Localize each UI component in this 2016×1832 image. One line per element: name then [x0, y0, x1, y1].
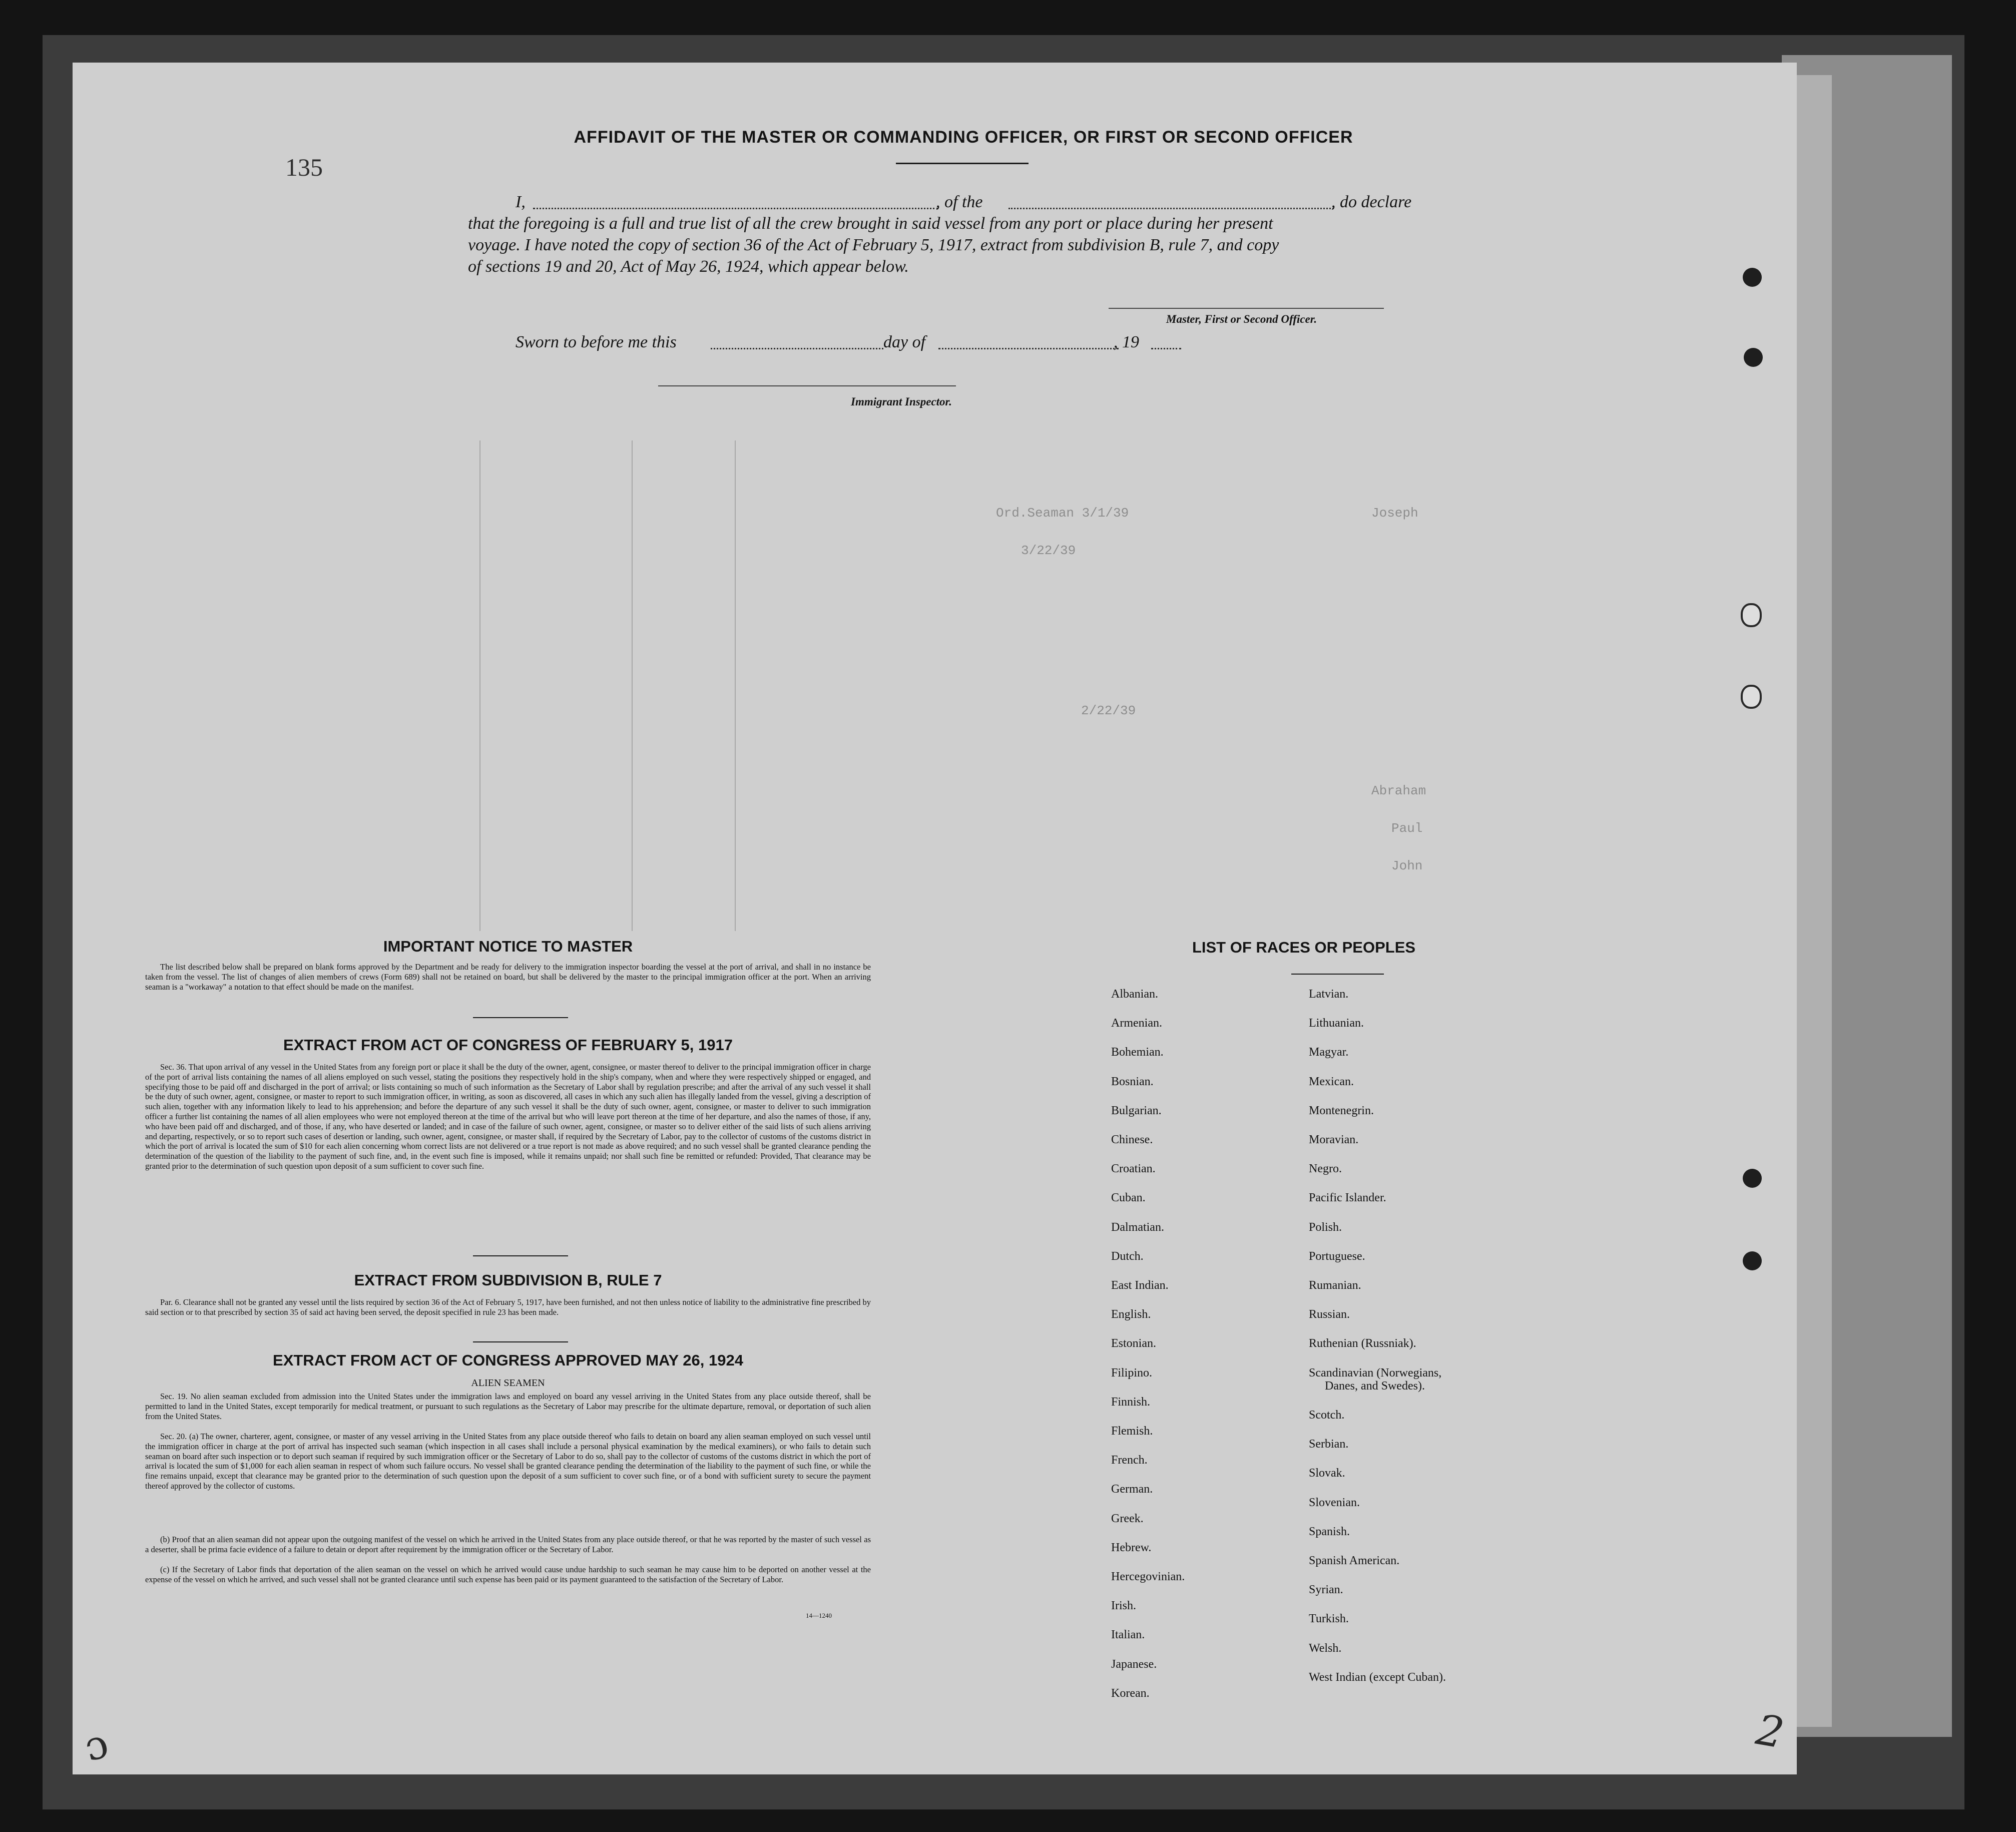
punch-hole — [1741, 685, 1762, 709]
race-item: Cuban. — [1111, 1191, 1146, 1205]
month-blank — [938, 348, 1119, 349]
race-item: West Indian (except Cuban). — [1309, 1670, 1446, 1684]
sworn-day-of: day of — [883, 333, 926, 351]
race-item: Slovak. — [1309, 1467, 1345, 1480]
form-number: 14—1240 — [806, 1612, 832, 1619]
ghost-text: Paul — [1391, 821, 1423, 836]
race-item: Pacific Islander. — [1309, 1191, 1386, 1205]
affidavit-title: AFFIDAVIT OF THE MASTER OR COMMANDING OFFICER, OR FIRST OR SECOND OFFICER — [574, 128, 1353, 147]
ghost-text: 3/22/39 — [1021, 543, 1076, 558]
race-item: Montenegrin. — [1309, 1104, 1374, 1117]
race-item: Flemish. — [1111, 1425, 1153, 1438]
title-underline — [896, 163, 1029, 164]
extract-1924-title: EXTRACT FROM ACT OF CONGRESS APPROVED MAY 26, 1924 — [273, 1351, 743, 1369]
race-item: English. — [1111, 1308, 1151, 1321]
section-divider — [473, 1017, 568, 1018]
affidavit-line4: of sections 19 and 20, Act of May 26, 1924, which appear below. — [468, 257, 909, 276]
extract-1917-title: EXTRACT FROM ACT OF CONGRESS OF FEBRUARY 5, 1917 — [283, 1036, 733, 1054]
document-page — [73, 63, 1797, 1774]
race-item: Magyar. — [1309, 1046, 1349, 1059]
extract-rule7-text: Par. 6. Clearance shall not be granted any vessel until the lists required by section 36 of the Act of February 5, 1917, have been furnished, and not then unless notice of liability to the administrative fine prescribed by said section or to that prescribed by section 35 of said act having been served, the deposit specified in rule 23 has been made. — [145, 1297, 871, 1317]
affidavit-line3: voyage. I have noted the copy of section 36 of the Act of February 5, 1917, extract from subdivision B, rule 7, and copy — [468, 236, 1279, 254]
race-item: Polish. — [1309, 1220, 1342, 1234]
extract-rule7-title: EXTRACT FROM SUBDIVISION B, RULE 7 — [354, 1271, 662, 1289]
race-item: East Indian. — [1111, 1279, 1169, 1292]
race-item: Bohemian. — [1111, 1046, 1164, 1059]
punch-hole — [1743, 1169, 1762, 1188]
ghost-rule — [632, 440, 633, 931]
notice-title: IMPORTANT NOTICE TO MASTER — [383, 938, 633, 955]
race-item: Slovenian. — [1309, 1496, 1360, 1509]
affidavit-line2: that the foregoing is a full and true list of all the crew brought in said vessel from any port or place during her present — [468, 214, 1273, 233]
signature-line — [1109, 308, 1384, 309]
vessel-blank — [1009, 208, 1334, 209]
race-item: Ruthenian (Russniak). — [1309, 1337, 1416, 1350]
year-blank — [1151, 348, 1181, 349]
ghost-text: Abraham — [1371, 783, 1426, 798]
day-blank — [711, 348, 883, 349]
ghost-rule — [735, 440, 736, 931]
punch-hole — [1743, 268, 1762, 287]
punch-hole — [1743, 1251, 1762, 1270]
notice-text: The list described below shall be prepared on blank forms approved by the Department and be ready for delivery to the immigration inspector boarding the vessel at the port of arrival, and shall in no instance be taken from the vessel. The list of changes of alien members of crews (Form 689) shall not be retained on board, but shall be delivered by the master to the principal immigration officer at the port. When an arriving seaman is a "workaway" a notation to that effect should be made on the manifest. — [145, 962, 871, 992]
punch-hole — [1744, 348, 1763, 367]
race-item: Welsh. — [1309, 1641, 1342, 1655]
extract-1917-text: Sec. 36. That upon arrival of any vessel in the United States from any foreign port or place it shall be the duty of the owner, agent, consignee, or master thereof to deliver to the principal immigration officer in charge of the port of arrival lists containing the names of all aliens employed on such vessel, stating the positions they respectively hold in the ship's company, when and where they were respectively shipped or engaged, and specifying those to be paid off and discharged in the port of arrival; or lists containing so much of such information as the Secretary of Labor shall by regulation prescribe; and after the arrival of any such vessel it shall be the duty of such owner, agent, consignee, or master to report to such immigration officer, in writing, as soon as discovered, all cases in which any such alien has illegally landed from the vessel, giving a description of such alien, together with any information likely to lead to his apprehension; and before the departure of any such vessel it shall be the duty of such owner, agent, consignee, or master to deliver to such immigration officer a further list containing the names of all alien employees who were not employed thereon at the time of the arrival but who will leave port thereon at the time of her departure, and also the names of those, if any, who have been paid off and discharged, and of those, if any, who have deserted or landed; and in case of the failure of such owner, agent, consignee, or master so to deliver either of the said lists of such aliens arriving and departing, respectively, or so to report such cases of desertion or landing, such owner, agent, consignee, or master shall, if required by the Secretary of Labor, pay to the collector of customs of the customs district in which the port of arrival is located the sum of $10 for each alien concerning whom correct lists are not delivered or a true report is not made as above required; and no such vessel shall be granted clearance pending the determination of the question of the liability to the payment of such fine, and, in the event such fine is imposed, while it remains unpaid; nor shall such fine be remitted or refunded: Provided, That clearance may be granted prior to the determination of such question upon deposit of a sum sufficient to cover such fine. — [145, 1062, 871, 1171]
race-item: Mexican. — [1309, 1075, 1354, 1088]
handwritten-mark: ɔ — [79, 1719, 114, 1771]
race-item: Spanish. — [1309, 1525, 1350, 1538]
affidavit-line1-of: , of the — [936, 193, 983, 211]
handwritten-mark: 2 — [1752, 1705, 1788, 1758]
race-item: Dalmatian. — [1111, 1220, 1164, 1234]
race-item: Korean. — [1111, 1686, 1150, 1700]
race-item: Moravian. — [1309, 1133, 1359, 1146]
affidavit-line1-i: I, — [516, 193, 526, 211]
race-item: Hercegovinian. — [1111, 1570, 1185, 1583]
inspector-line — [658, 385, 956, 386]
sec20a-text: Sec. 20. (a) The owner, charterer, agent, consignee, or master of any vessel arriving in the United States from any place outside thereof who fails to detain on board any alien seaman employed on such vessel until the immigration officer in charge at the port of arrival has inspected such seaman (which inspection in all cases shall include a personal physical examination by the medical examiners), or who fails to detain such seaman on board after such inspection or to deport such seaman if required by such immigration officer or the Secretary of Labor to do so, shall pay to the collector of customs of the customs district in which the port of arrival is located the sum of $1,000 for each alien seaman in respect of whom such failure occurs. No vessel shall be granted clearance pending the determination of the liability to the payment of such fine, or while the fine remains unpaid, except that clearance may be granted prior to the determination of such question upon the deposit of a sum sufficient to cover such fine, or of a bond with sufficient surety to secure the payment thereof approved by the collector of customs. — [145, 1432, 871, 1491]
races-title-underline — [1291, 974, 1384, 975]
ghost-text: John — [1391, 858, 1423, 873]
race-item: Dutch. — [1111, 1249, 1144, 1263]
race-item: Rumanian. — [1309, 1279, 1361, 1292]
punch-hole — [1741, 603, 1762, 627]
race-item: Japanese. — [1111, 1657, 1157, 1671]
section-divider — [473, 1255, 568, 1256]
races-title: LIST OF RACES OR PEOPLES — [1192, 939, 1416, 956]
race-item: Portuguese. — [1309, 1249, 1365, 1263]
inspector-caption: Immigrant Inspector. — [851, 395, 952, 408]
race-item: Syrian. — [1309, 1583, 1343, 1597]
page-number: 135 — [285, 153, 323, 181]
race-item: Serbian. — [1309, 1438, 1349, 1451]
sec19-text: Sec. 19. No alien seaman excluded from admission into the United States under the immigration laws and employed on board any vessel arriving in the United States from any place outside thereof, shall be permitted to land in the United States, except temporarily for medical treatment, or pursuant to such regulations as the Secretary of Labor may prescribe for the ultimate departure, removal, or deportation of such alien from the United States. — [145, 1392, 871, 1421]
section-divider — [473, 1341, 568, 1342]
sworn-year: , 19 — [1114, 333, 1139, 351]
race-item: Scotch. — [1309, 1408, 1345, 1422]
alien-seamen-subtitle: ALIEN SEAMEN — [471, 1378, 545, 1389]
race-item: Danes, and Swedes). — [1325, 1379, 1425, 1393]
race-item: Turkish. — [1309, 1612, 1349, 1626]
race-item: Latvian. — [1309, 988, 1349, 1001]
ghost-rule — [479, 440, 480, 931]
race-item: Hebrew. — [1111, 1541, 1152, 1554]
race-item: Filipino. — [1111, 1366, 1153, 1380]
ghost-text: Ord.Seaman 3/1/39 — [996, 506, 1129, 521]
race-item: Armenian. — [1111, 1017, 1162, 1030]
ghost-text: 2/22/39 — [1081, 703, 1136, 718]
ghost-text: Joseph — [1371, 506, 1418, 521]
race-item: Greek. — [1111, 1512, 1144, 1525]
sworn-text: Sworn to before me this — [516, 333, 677, 351]
signature-caption: Master, First or Second Officer. — [1166, 313, 1317, 325]
sec20c-text: (c) If the Secretary of Labor finds that deportation of the alien seaman on the vessel on which he arrived would cause undue hardship to such seaman he may cause him to be deported on another vessel at the expense of the vessel on which he arrived, and such vessel shall not be granted clearance until such expense has been paid or its payment guaranteed to the satisfaction of the Secretary of Labor. — [145, 1565, 871, 1584]
race-item: Negro. — [1309, 1162, 1342, 1176]
name-blank — [533, 208, 938, 209]
race-item: Estonian. — [1111, 1337, 1156, 1350]
race-item: Lithuanian. — [1309, 1017, 1364, 1030]
race-item: Finnish. — [1111, 1395, 1151, 1409]
affidavit-line1-declare: , do declare — [1331, 193, 1412, 211]
race-item: Bulgarian. — [1111, 1104, 1162, 1117]
race-item: Russian. — [1309, 1308, 1350, 1321]
race-item: Irish. — [1111, 1599, 1136, 1613]
race-item: Chinese. — [1111, 1133, 1153, 1146]
race-item: French. — [1111, 1454, 1148, 1467]
race-item: Italian. — [1111, 1628, 1145, 1642]
race-item: German. — [1111, 1483, 1153, 1496]
sec20b-text: (b) Proof that an alien seaman did not appear upon the outgoing manifest of the vessel on which he arrived in the United States from any place outside thereof, or that he was reported by the master of such vessel as a deserter, shall be prima facie evidence of a failure to detain or deport after requirement by the immigration officer or the Secretary of Labor. — [145, 1535, 871, 1554]
race-item: Scandinavian (Norwegians, — [1309, 1366, 1442, 1380]
race-item: Spanish American. — [1309, 1554, 1400, 1567]
race-item: Croatian. — [1111, 1162, 1156, 1176]
race-item: Albanian. — [1111, 988, 1158, 1001]
race-item: Bosnian. — [1111, 1075, 1154, 1088]
